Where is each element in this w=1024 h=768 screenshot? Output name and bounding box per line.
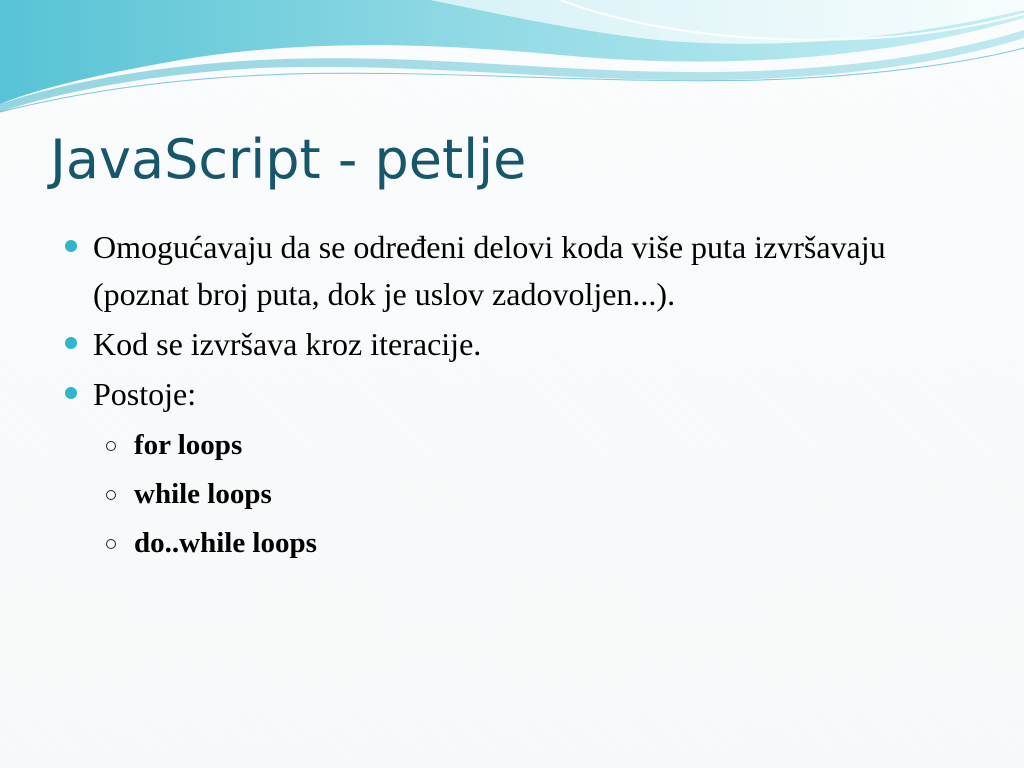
sub-bullet-text: for loops	[134, 429, 243, 461]
circle-bullet-icon	[106, 490, 116, 500]
sub-bullet-item	[62, 519, 962, 568]
slide-title: JavaScript - petlje	[50, 128, 527, 191]
sub-bullet-text: do..while loops	[134, 527, 317, 559]
bullet-item	[62, 224, 962, 318]
circle-bullet-icon	[106, 441, 116, 451]
bullet-dot-icon	[65, 387, 77, 399]
bullet-dot-icon	[65, 337, 77, 349]
circle-bullet-icon	[106, 539, 116, 549]
bullet-dot-icon	[65, 240, 77, 252]
sub-bullet-item	[62, 421, 962, 470]
bullet-text: Postoje:	[93, 376, 197, 412]
sub-bullet-text: while loops	[134, 478, 272, 510]
bullet-text: Omogućavaju da se određeni delovi koda više puta izvršavaju (poznat broj puta, dok je uslov zadovoljen...).	[93, 229, 886, 312]
bullet-item	[62, 371, 962, 418]
header-wave-decoration	[0, 0, 1024, 120]
slide-body	[62, 224, 962, 568]
bullet-text: Kod se izvršava kroz iteracije.	[93, 326, 482, 362]
sub-bullet-item	[62, 470, 962, 519]
bullet-item	[62, 321, 962, 368]
